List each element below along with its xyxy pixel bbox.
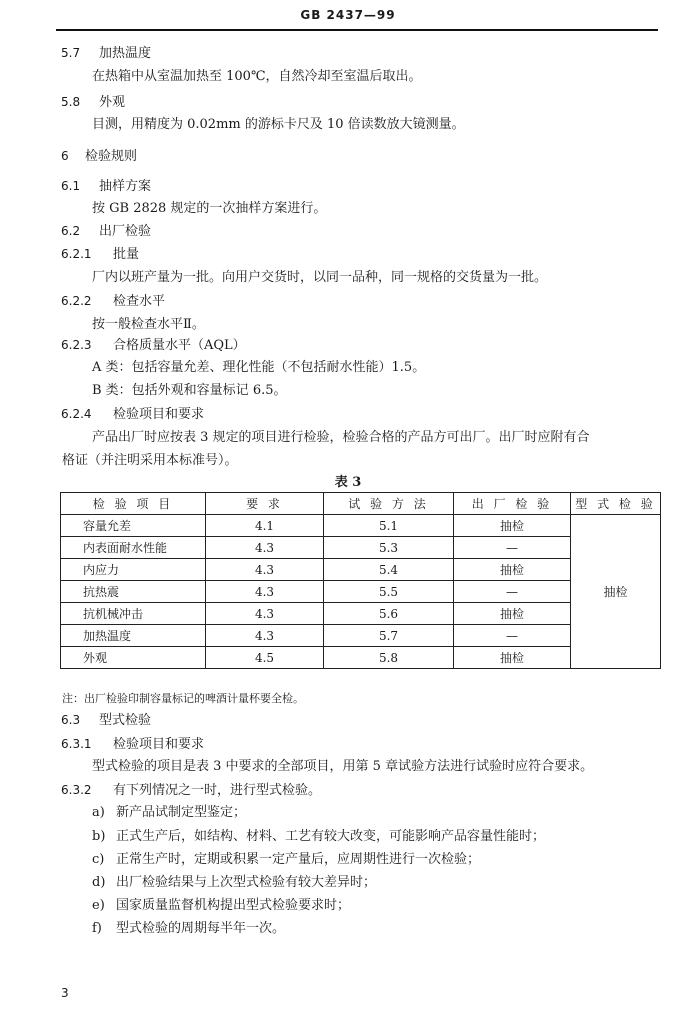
list-item-label: e) [92,898,105,913]
section-title: 检验项目和要求 [113,737,205,752]
cell-item: 内表面耐水性能 [61,537,206,559]
cell-requirement: 4.5 [206,647,324,669]
cell-test-method: 5.5 [324,581,454,603]
header-rule [56,29,658,31]
section-6-3-1-heading [61,735,204,754]
cell-factory-inspection: 抽检 [454,515,571,537]
cell-factory-inspection: — [454,581,571,603]
list-item-text: 国家质量监督机构提出型式检验要求时； [116,898,351,913]
section-title: 外观 [99,95,126,110]
section-number: 6.1 [61,179,81,193]
cell-test-method: 5.3 [324,537,454,559]
list-item [92,874,376,892]
list-item-label: c) [92,852,105,867]
section-number: 6.2.1 [61,247,92,261]
column-header-test-method: 试 验 方 法 [324,493,454,515]
section-6-2-3-line-b: B 类：包括外观和容量标记 6.5。 [92,383,287,398]
section-6-2-1-body: 厂内以班产量为一批。向用户交货时，以同一品种，同一规格的交货量为一批。 [92,270,548,285]
cell-item: 抗热震 [61,581,206,603]
cell-item: 内应力 [61,559,206,581]
cell-test-method: 5.1 [324,515,454,537]
section-number: 6.2.4 [61,407,92,421]
section-6-2-4-line-2: 格证（并注明采用本标准号）。 [62,453,238,468]
section-6-2-4-heading [61,405,204,424]
section-title: 有下列情况之一时，进行型式检验。 [113,783,322,798]
list-item [92,920,285,938]
cell-item: 外观 [61,647,206,669]
section-number: 6.2 [61,224,81,238]
section-title: 批量 [113,247,140,262]
cell-test-method: 5.8 [324,647,454,669]
section-6-2-1-heading [61,245,139,264]
section-6-3-2-heading [61,781,321,800]
section-6-1-heading [61,177,151,196]
section-number: 6.2.2 [61,294,92,308]
list-item-label: a) [92,805,105,820]
page-number: 3 [61,986,69,1000]
cell-requirement: 4.3 [206,603,324,625]
table-header-row [61,493,661,515]
cell-test-method: 5.4 [324,559,454,581]
section-6-3-heading [61,711,151,730]
list-item-text: 正常生产时，定期或积累一定产量后，应周期性进行一次检验； [116,852,481,867]
column-header-item: 检 验 项 目 [61,493,206,515]
cell-factory-inspection: 抽检 [454,559,571,581]
section-title: 出厂检验 [99,224,152,239]
section-number: 5.7 [61,46,81,60]
section-6-1-body: 按 GB 2828 规定的一次抽样方案进行。 [92,201,327,216]
standard-header: GB 2437—99 [300,8,396,22]
cell-test-method: 5.6 [324,603,454,625]
list-item-label: f) [92,921,102,936]
list-item [92,804,246,822]
cell-factory-inspection: — [454,625,571,647]
column-header-factory-inspection: 出 厂 检 验 [454,493,571,515]
column-header-type-inspection: 型 式 检 验 [571,493,661,515]
section-number: 6.3.2 [61,783,92,797]
section-6-2-4-line-1: 产品出厂时应按表 3 规定的项目进行检验，检验合格的产品方可出厂。出厂时应附有合 [92,430,590,445]
inspection-table [60,492,661,669]
list-item-label: b) [92,829,106,844]
cell-item: 容量允差 [61,515,206,537]
list-item [92,828,545,846]
section-6-2-3-heading [61,336,246,355]
section-5-8-heading [61,93,125,112]
cell-requirement: 4.3 [206,625,324,647]
section-number: 6.3 [61,713,81,727]
table-row [61,515,661,537]
cell-item: 抗机械冲击 [61,603,206,625]
list-item-text: 新产品试制定型鉴定； [116,805,247,820]
list-item [92,897,350,915]
cell-requirement: 4.3 [206,581,324,603]
list-item-text: 出厂检验结果与上次型式检验有较大差异时； [116,875,377,890]
cell-requirement: 4.3 [206,559,324,581]
list-item-label: d) [92,875,106,890]
table-note: 注：出厂检验印制容量标记的啤酒计量杯要全检。 [62,692,304,705]
cell-item: 加热温度 [61,625,206,647]
cell-requirement: 4.3 [206,537,324,559]
section-number: 5.8 [61,95,81,109]
section-number: 6 [61,149,69,163]
list-item [92,851,480,869]
table-caption: 表 3 [334,475,362,490]
cell-requirement: 4.1 [206,515,324,537]
section-number: 6.2.3 [61,338,92,352]
cell-factory-inspection: — [454,537,571,559]
section-6-3-1-body: 型式检验的项目是表 3 中要求的全部项目，用第 5 章试验方法进行试验时应符合要求。 [92,759,594,774]
section-6-2-heading [61,222,151,241]
cell-test-method: 5.7 [324,625,454,647]
section-number: 6.3.1 [61,737,92,751]
list-item-text: 型式检验的周期每半年一次。 [116,921,286,936]
column-header-requirement: 要 求 [206,493,324,515]
section-6-2-2-body: 按一般检查水平Ⅱ。 [92,317,205,332]
section-title: 检验项目和要求 [113,407,205,422]
cell-factory-inspection: 抽检 [454,647,571,669]
section-5-7-body: 在热箱中从室温加热至 100℃，自然冷却至室温后取出。 [92,69,422,84]
list-item-text: 正式生产后，如结构、材料、工艺有较大改变，可能影响产品容量性能时； [116,829,546,844]
section-6-2-3-line-a: A 类：包括容量允差、理化性能（不包括耐水性能）1.5。 [92,360,426,375]
section-6-heading [61,147,137,166]
section-title: 型式检验 [99,713,152,728]
section-5-8-body: 目测，用精度为 0.02mm 的游标卡尺及 10 倍读数放大镜测量。 [92,117,465,132]
cell-type-inspection: 抽检 [571,515,661,669]
section-title: 加热温度 [99,46,152,61]
section-title: 检查水平 [113,294,166,309]
section-5-7-heading [61,44,151,63]
section-6-2-2-heading [61,292,165,311]
section-title: 合格质量水平（AQL） [113,338,246,353]
section-title: 抽样方案 [99,179,152,194]
cell-factory-inspection: 抽检 [454,603,571,625]
section-title: 检验规则 [85,149,138,164]
